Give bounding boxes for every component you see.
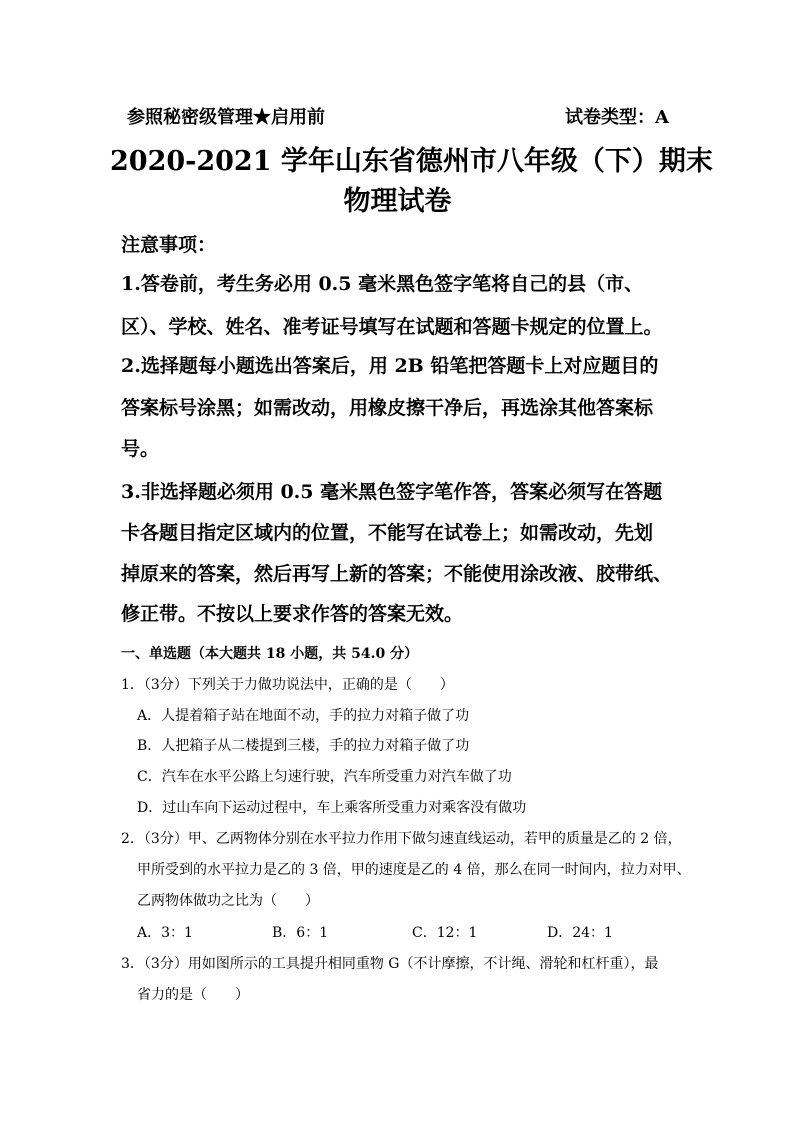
- confidentiality-label: 参照秘密级管理★启用前: [127, 107, 325, 128]
- notice-line: 2.选择题每小题选出答案后，用 2B 铅笔把答题卡上对应题目的: [121, 355, 659, 377]
- question-1-option-d: D．过山车向下运动过程中，车上乘客所受重力对乘客没有做功: [137, 800, 527, 816]
- notice-line: 修正带。不按以上要求作答的答案无效。: [121, 603, 464, 625]
- notice-line: 区）、学校、姓名、准考证号填写在试题和答题卡规定的位置上。: [121, 316, 663, 338]
- question-2-stem-line: 乙两物体做功之比为（ ）: [137, 893, 319, 909]
- question-3-stem-line: 3．（3分）用如图所示的工具提升相同重物 G（不计摩擦，不计绳、滑轮和杠杆重），最: [121, 956, 659, 972]
- question-2-stem-line: 甲所受到的水平拉力是乙的 3 倍，甲的速度是乙的 4 倍，那么在同一时间内，拉力对甲、: [137, 862, 691, 878]
- notice-line: 答案标号涂黑；如需改动，用橡皮擦干净后，再选涂其他答案标: [121, 397, 654, 419]
- notice-line: 1.答卷前，考生务必用 0.5 毫米黑色签字笔将自己的县（市、: [121, 273, 644, 295]
- paper-type-label: 试卷类型：A: [565, 107, 669, 128]
- question-2-option-d: D．24：1: [547, 925, 613, 941]
- notice-line: 号。: [121, 438, 160, 460]
- section-title: 一、单选题（本大题共 18 小题，共 54.0 分）: [121, 646, 419, 662]
- question-1-option-a: A．人提着箱子站在地面不动，手的拉力对箱子做了功: [137, 708, 470, 724]
- question-1-option-c: C．汽车在水平公路上匀速行驶，汽车所受重力对汽车做了功: [137, 769, 512, 785]
- notice-heading: 注意事项：: [121, 234, 217, 256]
- header: [127, 103, 669, 131]
- notice-line: 卡各题目指定区域内的位置，不能写在试卷上；如需改动，先划: [121, 522, 654, 544]
- page-title-line-2: 物理试卷: [343, 186, 452, 217]
- page-title-line-1: 2020-2021 学年山东省德州市八年级（下）期末: [110, 146, 713, 177]
- notice-line: 掉原来的答案，然后再写上新的答案；不能使用涂改液、胶带纸、: [121, 563, 673, 585]
- question-2-stem-line: 2．（3分）甲、乙两物体分别在水平拉力作用下做匀速直线运动，若甲的质量是乙的 2 倍，: [121, 831, 682, 847]
- question-2-option-c: C．12：1: [412, 925, 478, 941]
- notice-line: 3.非选择题必须用 0.5 毫米黑色签字笔作答，答案必须写在答题: [121, 481, 663, 503]
- question-2-options: [137, 922, 657, 944]
- question-1-option-b: B．人把箱子从二楼提到三楼，手的拉力对箱子做了功: [137, 738, 470, 754]
- question-2-option-b: B．6：1: [272, 925, 329, 941]
- question-2-option-a: A．3：1: [137, 925, 193, 941]
- question-3-stem-line: 省力的是（ ）: [137, 987, 249, 1003]
- question-1-stem: 1．（3分）下列关于力做功说法中，正确的是（ ）: [121, 677, 454, 693]
